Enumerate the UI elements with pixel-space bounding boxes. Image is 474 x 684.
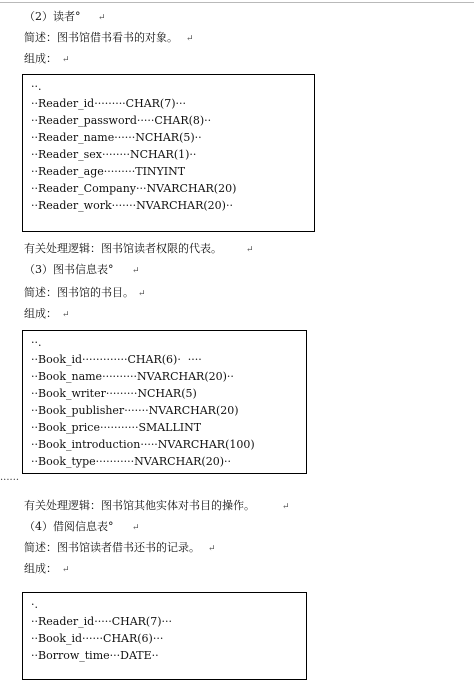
book-table-line: ··.: [31, 336, 42, 349]
reader-table-line: ··Reader_age·········TINYINT: [31, 165, 186, 178]
borrow-table-line: ··Borrow_time···DATE··: [31, 649, 159, 662]
reader-table-line: ··Reader_Company···NVARCHAR(20): [31, 182, 237, 195]
book-description: 简述：图书馆的书目。: [24, 286, 134, 299]
reader-table-line: ··Reader_password·····CHAR(8)··: [31, 114, 212, 127]
paragraph-mark: ↵: [62, 310, 70, 320]
reader-processing-logic: 有关处理逻辑：图书馆读者权限的代表。: [24, 242, 222, 255]
reader-heading: （2）读者°: [24, 10, 88, 23]
book-table-line: ··Book_price···········SMALLINT: [31, 421, 202, 434]
book-table-line: ··Book_type···········NVARCHAR(20)··: [31, 455, 231, 468]
borrow-composition-label: 组成：: [24, 562, 57, 575]
borrow-heading: （4）借阅信息表°: [24, 520, 121, 533]
book-table-line: ··Book_introduction·····NVARCHAR(100): [31, 438, 255, 451]
paragraph-mark: ↵: [246, 245, 254, 255]
reader-table-line: ··Reader_work·······NVARCHAR(20)··: [31, 199, 233, 212]
book-table-line: ··Book_publisher·······NVARCHAR(20): [31, 404, 239, 417]
book-table-line: ··Book_writer·········NCHAR(5): [31, 387, 197, 400]
borrow-table-line: ··Reader_id·····CHAR(7)···: [31, 615, 173, 628]
book-table-line: ··Book_name··········NVARCHAR(20)··: [31, 370, 234, 383]
reader-table-line: ··Reader_id·········CHAR(7)···: [31, 97, 186, 110]
paragraph-mark: ↵: [132, 266, 140, 276]
reader-table-line: ··Reader_sex········NCHAR(1)··: [31, 148, 197, 161]
reader-table-line: ··Reader_name······NCHAR(5)··: [31, 131, 202, 144]
book-composition-label: 组成：: [24, 307, 57, 320]
book-table-box: [22, 330, 307, 474]
paragraph-mark: ↵: [138, 289, 146, 299]
paragraph-mark: ↵: [98, 13, 106, 23]
paragraph-mark: ↵: [62, 55, 70, 65]
borrow-description: 简述：图书馆读者借书还书的记录。: [24, 541, 200, 554]
reader-table-line: ··.: [31, 80, 42, 93]
borrow-table-box: [22, 592, 307, 680]
book-heading: （3）图书信息表°: [24, 263, 121, 276]
borrow-table-line: ··Book_id······CHAR(6)···: [31, 632, 164, 645]
reader-composition-label: 组成：: [24, 52, 57, 65]
paragraph-mark: ↵: [282, 502, 290, 512]
paragraph-mark: ↵: [62, 565, 70, 575]
paragraph-mark: ↵: [208, 544, 216, 554]
paragraph-mark: ↵: [132, 523, 140, 533]
book-table-line: ··Book_id·············CHAR(6)· ····: [31, 353, 202, 366]
reader-table-box: [22, 74, 315, 232]
book-processing-logic: 有关处理逻辑：图书馆其他实体对书目的操作。: [24, 499, 255, 512]
paragraph-mark: ↵: [186, 34, 194, 44]
top-rule: [0, 2, 474, 3]
reader-description: 简述：图书馆借书看书的对象。: [24, 31, 178, 44]
leading-dots: ······: [0, 475, 20, 486]
borrow-table-line: ·.: [31, 598, 38, 611]
